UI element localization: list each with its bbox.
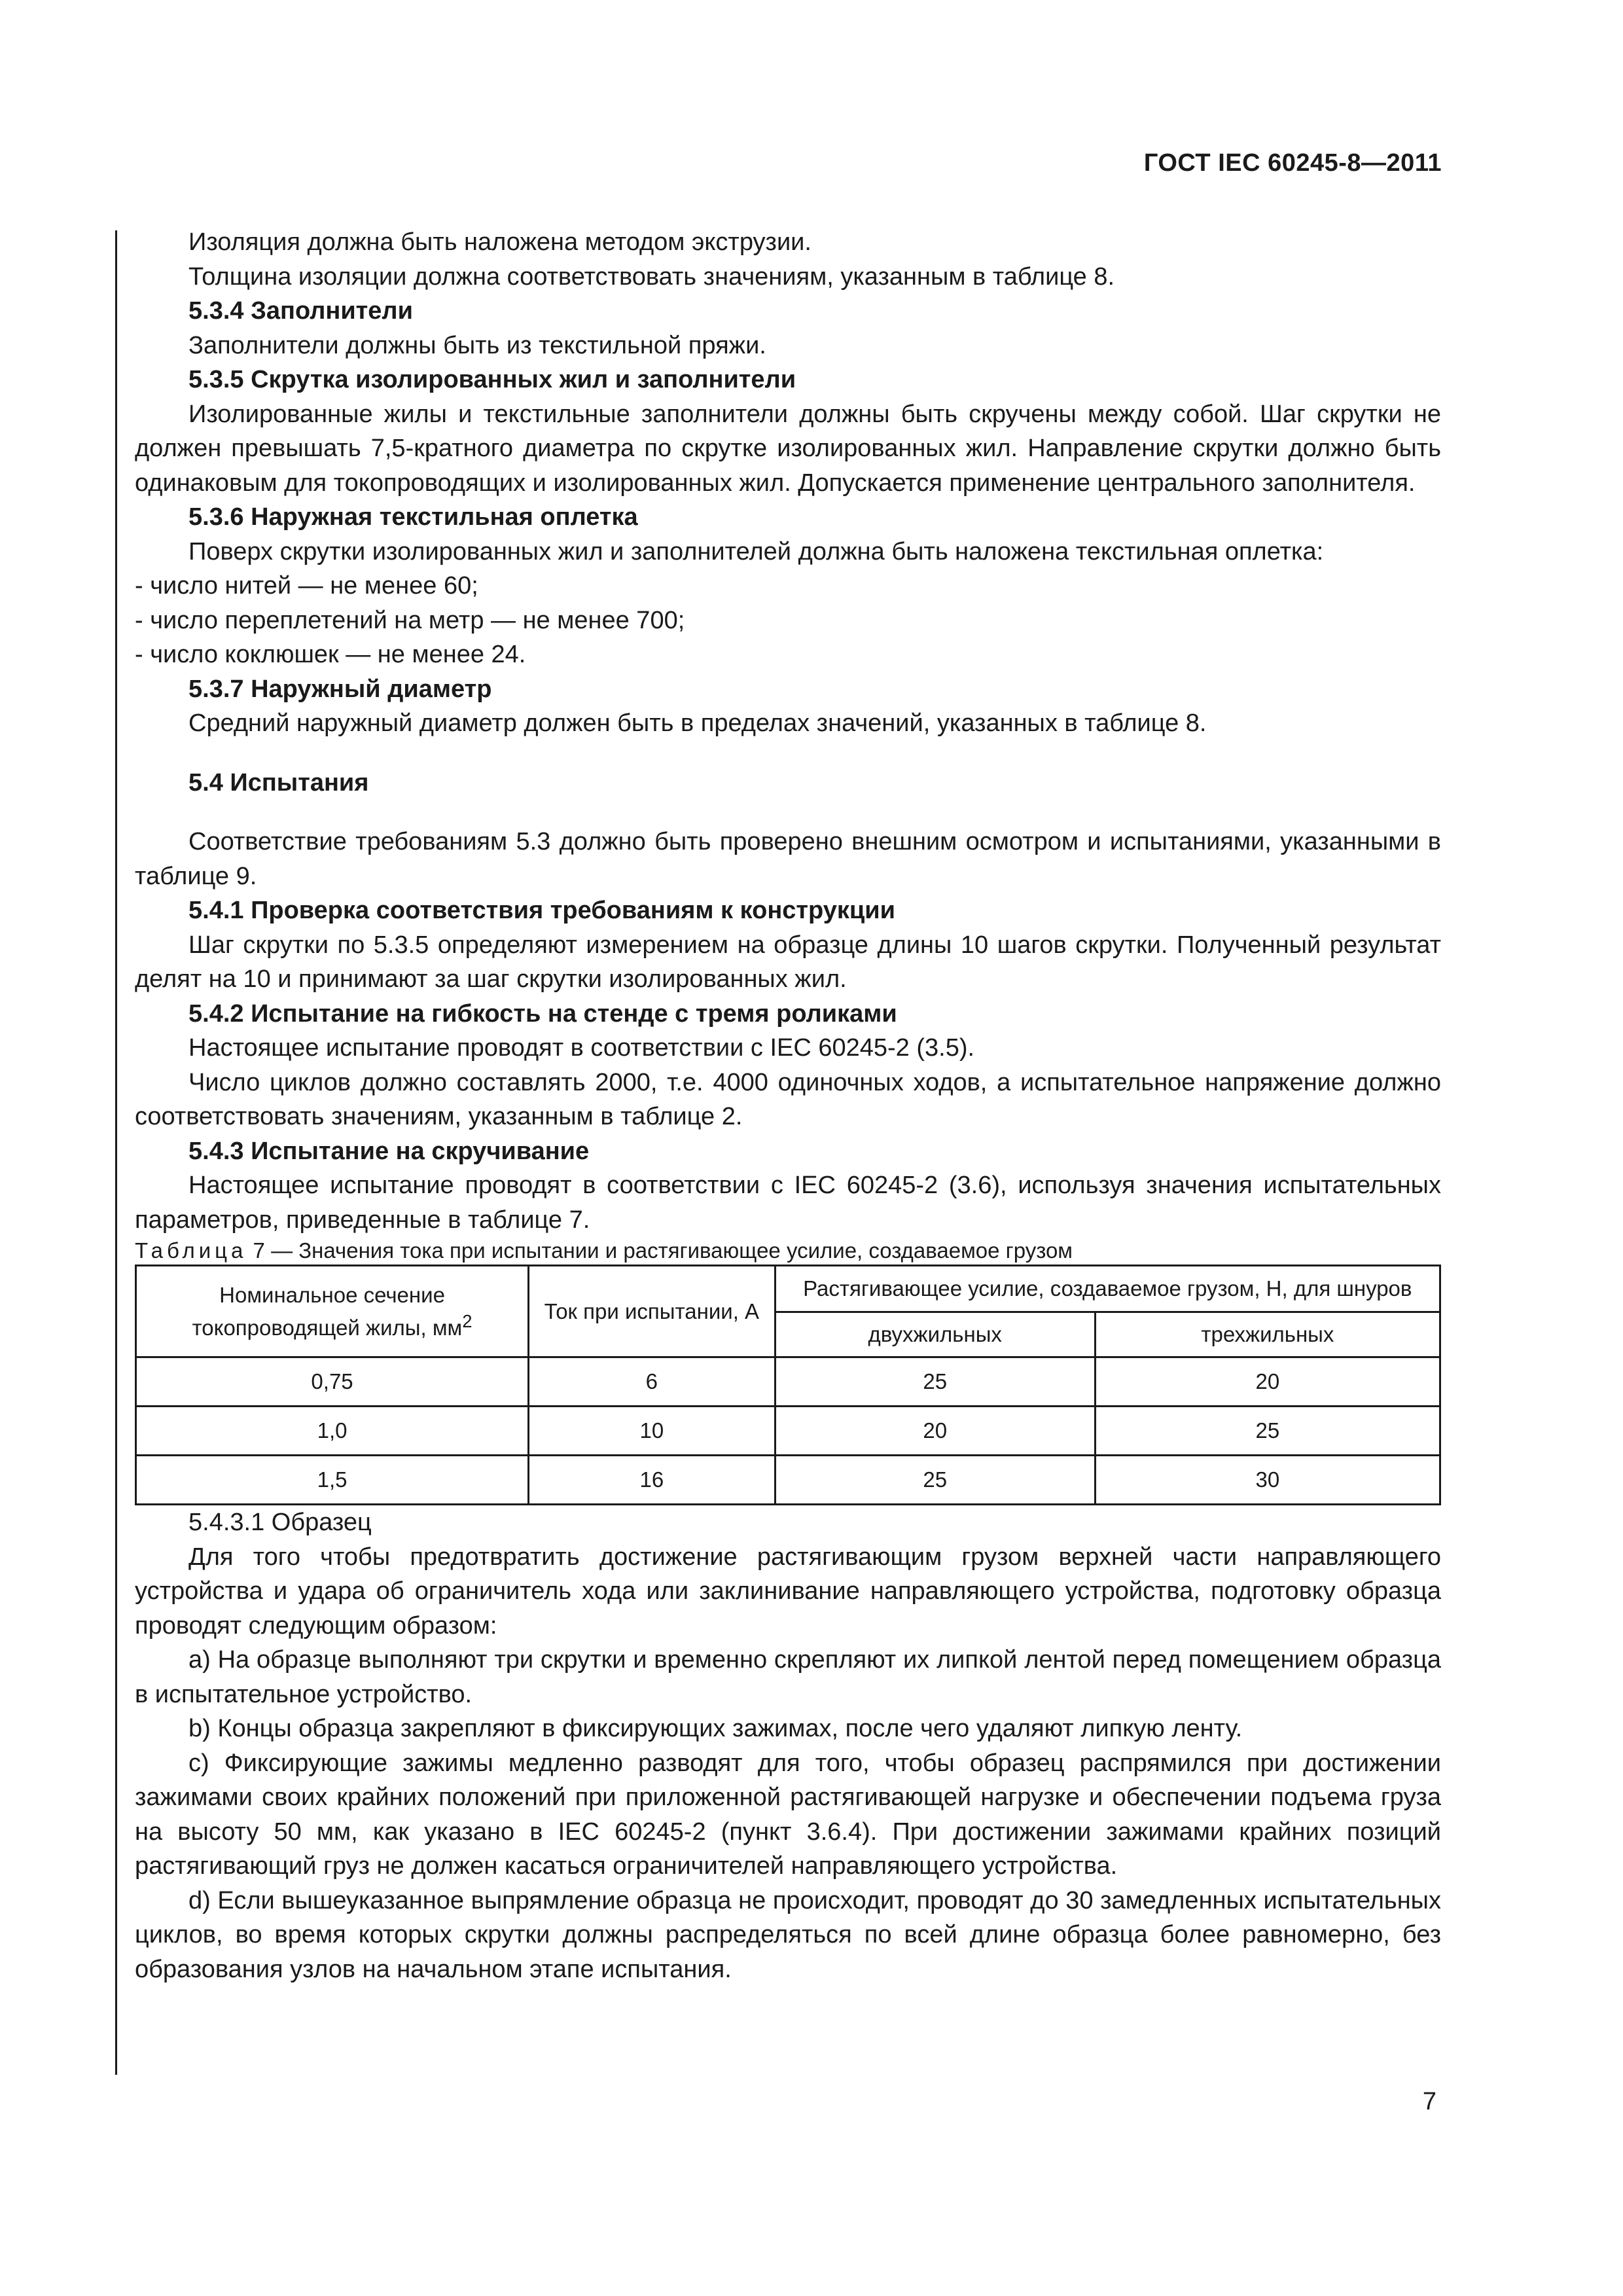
column-header-two-core: двухжильных bbox=[775, 1312, 1095, 1357]
table-row bbox=[136, 1407, 1440, 1456]
table-row bbox=[136, 1357, 1440, 1407]
table-7 bbox=[135, 1265, 1441, 1505]
table-cell: 0,75 bbox=[136, 1357, 529, 1407]
paragraph: Заполнители должны быть из текстильной пряжи. bbox=[188, 331, 766, 359]
paragraph: a) На образце выполняют три скрутки и временно скрепляют их липкой лентой перед помещением образца в испытательное устройство. bbox=[135, 1646, 1441, 1708]
section-heading: 5.3.7 Наружный диаметр bbox=[188, 675, 492, 703]
paragraph: Толщина изоляции должна соответствовать значениям, указанным в таблице 8. bbox=[188, 262, 1115, 291]
table-cell: 25 bbox=[1095, 1407, 1440, 1456]
subsection-heading: 5.4.3.1 Образец bbox=[188, 1509, 372, 1536]
paragraph: d) Если вышеуказанное выпрямление образца не происходит, проводят до 30 замедленных испытательных циклов, во время которых скрутки должны распределяться по всей длине образца более равномерно, без образования узлов на начальном этапе испытания. bbox=[135, 1886, 1441, 1983]
column-header-three-core: трехжильных bbox=[1095, 1312, 1440, 1357]
list-item: - число коклюшек — не менее 24. bbox=[135, 641, 526, 668]
table-cell: 1,5 bbox=[136, 1456, 529, 1505]
table-cell: 6 bbox=[529, 1357, 775, 1407]
paragraph: Поверх скрутки изолированных жил и заполнителей должна быть наложена текстильная оплетка: bbox=[188, 537, 1324, 565]
section-heading: 5.4.3 Испытание на скручивание bbox=[188, 1137, 590, 1165]
list-item: - число нитей — не менее 60; bbox=[135, 572, 478, 600]
paragraph: Настоящее испытание проводят в соответствии с IEC 60245-2 (3.6), используя значения испытательных параметров, приведенные в таблице 7. bbox=[135, 1172, 1441, 1234]
page-number: 7 bbox=[1422, 2088, 1436, 2115]
table-caption-prefix: Таблица bbox=[135, 1238, 247, 1263]
section-heading: 5.4 Испытания bbox=[188, 768, 369, 797]
paragraph: Соответствие требованиям 5.3 должно быть проверено внешним осмотром и испытаниями, указанными в таблице 9. bbox=[135, 828, 1441, 890]
paragraph: Настоящее испытание проводят в соответствии с IEC 60245-2 (3.5). bbox=[188, 1034, 975, 1062]
paragraph: Шаг скрутки по 5.3.5 определяют измерением на образце длины 10 шагов скрутки. Полученный результат делят на 10 и принимают за шаг скрутки изолированных жил. bbox=[135, 931, 1441, 993]
column-header-cross-section: Номинальное сечение токопроводящей жилы, $мм^2$ bbox=[136, 1266, 529, 1357]
table-row bbox=[136, 1456, 1440, 1505]
table-cell: 25 bbox=[775, 1357, 1095, 1407]
table-cell: 1,0 bbox=[136, 1407, 529, 1456]
paragraph: Изолированные жилы и текстильные заполнители должны быть скручены между собой. Шаг скрутки не должен превышать 7,5-кратного диаметра по скрутке изолированных жил. Направление скрутки должно быть одинаковым для токопроводящих и изолированных жил. Допускается применение центрального заполнителя. bbox=[135, 400, 1441, 497]
table-cell: 10 bbox=[529, 1407, 775, 1456]
table-caption bbox=[135, 1237, 1441, 1265]
table-cell: 30 bbox=[1095, 1456, 1440, 1505]
paragraph: b) Концы образца закрепляют в фиксирующих зажимах, после чего удаляют липкую ленту. bbox=[188, 1715, 1243, 1742]
list-item: - число переплетений на метр — не менее 700; bbox=[135, 606, 685, 634]
table-caption-text: 7 — Значения тока при испытании и растягивающее усилие, создаваемое грузом bbox=[247, 1238, 1073, 1263]
section-heading: 5.3.6 Наружная текстильная оплетка bbox=[188, 503, 638, 531]
page-body bbox=[135, 225, 1441, 1986]
section-heading: 5.3.4 Заполнители bbox=[188, 297, 413, 325]
column-group-header-tensile-force: Растягивающее усилие, создаваемое грузом, Н, для шнуров bbox=[775, 1266, 1440, 1312]
paragraph: Средний наружный диаметр должен быть в пределах значений, указанных в таблице 8. bbox=[188, 709, 1207, 737]
section-heading: 5.4.2 Испытание на гибкость на стенде с тремя роликами bbox=[188, 999, 897, 1028]
document-code-header: ГОСТ IEC 60245-8—2011 bbox=[1143, 149, 1442, 177]
section-heading: 5.3.5 Скрутка изолированных жил и заполнители bbox=[188, 366, 796, 393]
paragraph: Число циклов должно составлять 2000, т.е. 4000 одиночных ходов, а испытательное напряжение должно соответствовать значениям, указанным в таблице 2. bbox=[135, 1068, 1441, 1130]
table-cell: 25 bbox=[775, 1456, 1095, 1505]
paragraph: c) Фиксирующие зажимы медленно разводят для того, чтобы образец распрямился при достижении зажимами своих крайних положений при приложенной растягивающей нагрузке и обеспечении подъема груза на высоту 50 мм, как указано в IEC 60245-2 (пункт 3.6.4). При достижении зажимами крайних позиций растягивающий груз не должен касаться ограничителей направляющего устройства. bbox=[135, 1749, 1441, 1880]
column-header-test-current: Ток при испытании, А bbox=[529, 1266, 775, 1357]
paragraph: Изоляция должна быть наложена методом экструзии. bbox=[188, 228, 812, 256]
table-cell: 16 bbox=[529, 1456, 775, 1505]
section-heading: 5.4.1 Проверка соответствия требованиям к конструкции bbox=[188, 897, 895, 924]
table-cell: 20 bbox=[1095, 1357, 1440, 1407]
margin-change-bar bbox=[115, 230, 117, 2075]
table-cell: 20 bbox=[775, 1407, 1095, 1456]
paragraph: Для того чтобы предотвратить достижение растягивающим грузом верхней части направляющего устройства и удара об ограничитель хода или заклинивание направляющего устройства, подготовку образца проводят следующим образом: bbox=[135, 1543, 1441, 1640]
